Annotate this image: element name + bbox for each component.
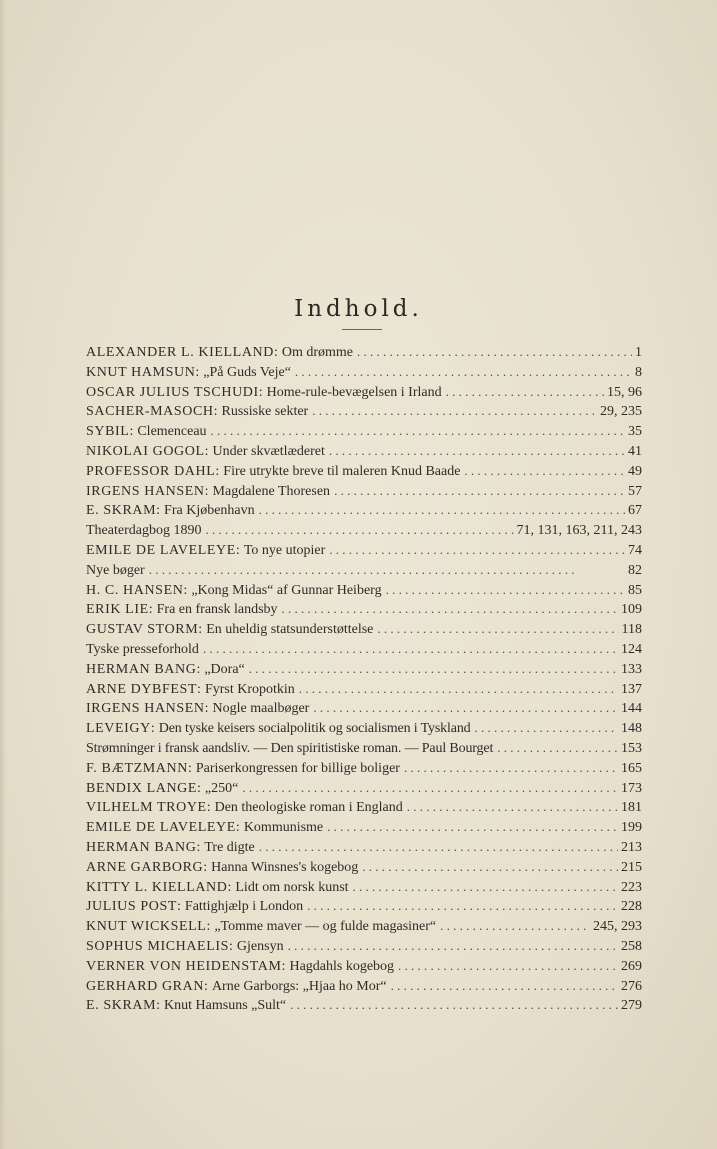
- toc-entry: [86, 817, 642, 837]
- entry-author: GERHARD GRAN: [86, 978, 205, 994]
- entry-author: VERNER VON HEIDENSTAM: [86, 958, 282, 974]
- entry-author: VILHELM TROYE: [86, 800, 207, 816]
- author-separator: :: [187, 760, 192, 776]
- toc-entry: [86, 837, 642, 857]
- dot-leader: [295, 362, 632, 382]
- entry-title: To nye utopier: [243, 542, 326, 558]
- entry-pages: 109: [621, 602, 642, 618]
- entry-author: KNUT HAMSUN: [86, 364, 196, 380]
- author-separator: :: [183, 582, 188, 598]
- entry-author: E. SKRAM: [86, 998, 157, 1014]
- author-separator: :: [206, 800, 211, 816]
- entry-author: SACHER-MASOCH: [86, 404, 214, 420]
- toc-entry: [86, 500, 642, 520]
- entry-author: F. BÆTZMANN: [86, 760, 188, 776]
- entry-title: Fra en fransk landsby: [156, 602, 278, 618]
- author-separator: :: [150, 721, 155, 737]
- entry-pages: 144: [621, 701, 642, 717]
- entry-title: Tyske presseforhold: [86, 641, 199, 657]
- author-separator: :: [229, 938, 233, 954]
- entry-author: NIKOLAI GOGOL: [86, 443, 205, 459]
- entry-title: Lidt om norsk kunst: [235, 879, 349, 895]
- toc-entry: [86, 778, 642, 798]
- dot-leader: [282, 599, 618, 619]
- entry-title: „Tomme maver — og fulde magasiner“: [214, 919, 437, 935]
- author-separator: :: [203, 859, 208, 875]
- entry-author: PROFESSOR DAHL: [86, 463, 216, 479]
- entry-author: HERMAN BANG: [86, 661, 197, 677]
- toc-entry: [86, 639, 642, 659]
- entry-author: GUSTAV STORM: [86, 622, 199, 638]
- dot-leader: [440, 916, 590, 936]
- dot-leader: [290, 995, 618, 1015]
- entry-author: JULIUS POST: [86, 899, 178, 915]
- dot-leader: [386, 580, 625, 600]
- toc-entry: [86, 619, 642, 639]
- entry-title: „På Guds Veje“: [203, 364, 291, 380]
- author-separator: :: [206, 919, 211, 935]
- dot-leader: [203, 639, 618, 659]
- entry-author: HERMAN BANG: [86, 839, 197, 855]
- dot-leader: [404, 758, 618, 778]
- entry-pages: 8: [635, 364, 642, 380]
- entry-pages: 71, 131, 163, 211, 243: [516, 523, 642, 539]
- entry-pages: 215: [621, 859, 642, 875]
- toc-entry: [86, 441, 642, 461]
- entry-pages: 67: [628, 503, 642, 519]
- dot-leader: [446, 382, 604, 402]
- author-separator: :: [281, 958, 286, 974]
- toc-entry: [86, 916, 642, 936]
- author-separator: :: [235, 542, 240, 558]
- entry-title: Kommunisme: [243, 820, 324, 836]
- entry-pages: 148: [621, 721, 642, 737]
- entry-author: KITTY L. KIELLAND: [86, 879, 228, 895]
- title-rule: [342, 329, 382, 330]
- toc-entry: [86, 857, 642, 877]
- dot-leader: [312, 401, 597, 421]
- toc-entry: [86, 580, 642, 600]
- entry-title: Om drømme: [281, 345, 354, 360]
- author-separator: :: [204, 978, 208, 994]
- toc-entry: [86, 540, 642, 560]
- entry-pages: 228: [621, 899, 642, 915]
- dot-leader: [205, 520, 513, 540]
- entry-title: „Dora“: [204, 661, 245, 677]
- author-separator: :: [258, 384, 263, 400]
- toc-entry: [86, 599, 642, 619]
- entry-title: Home-rule-bevægelsen i Irland: [266, 384, 442, 400]
- entry-title: Under skvætlæderet: [212, 443, 325, 459]
- entry-pages: 199: [621, 820, 642, 836]
- entry-author: IRGENS HANSEN: [86, 483, 205, 499]
- author-separator: :: [156, 998, 161, 1014]
- entry-title: Hagdahls kogebog: [289, 958, 395, 974]
- entry-author: ERIK LIE: [86, 602, 149, 618]
- dot-leader: [249, 659, 618, 679]
- entry-title: Den theologiske roman i England: [214, 800, 403, 816]
- toc-entry: [86, 679, 642, 699]
- dot-leader: [299, 679, 618, 699]
- toc-entry: [86, 481, 642, 501]
- dot-leader: [398, 956, 618, 976]
- entry-author: OSCAR JULIUS TSCHUDI: [86, 384, 259, 400]
- toc-entry: [86, 718, 642, 738]
- entry-pages: 223: [621, 879, 642, 895]
- author-separator: :: [227, 879, 232, 895]
- dot-leader: [242, 778, 618, 798]
- entry-pages: 279: [621, 998, 642, 1014]
- entry-pages: 35: [628, 424, 642, 440]
- entry-title: Fyrst Kropotkin: [204, 681, 295, 697]
- entry-author: IRGENS HANSEN: [86, 701, 205, 717]
- toc-entry: [86, 382, 642, 402]
- author-separator: :: [215, 463, 220, 479]
- entry-title: Fattighjælp i London: [184, 899, 304, 915]
- dot-leader: [211, 421, 625, 441]
- entry-title: En uheldig statsunderstøttelse: [206, 622, 374, 638]
- entry-pages: 269: [621, 958, 642, 974]
- entry-pages: 258: [621, 938, 642, 954]
- dot-leader: [357, 342, 632, 362]
- toc-entry: [86, 461, 642, 481]
- entry-pages: 165: [621, 760, 642, 776]
- entry-title: Strømninger i fransk aandsliv. — Den spiritistiske roman. — Paul Bourget: [86, 740, 494, 756]
- entry-author: BENDIX LANGE: [86, 780, 198, 796]
- toc-entry: [86, 659, 642, 679]
- author-separator: :: [148, 602, 153, 618]
- entry-author: ALEXANDER L. KIELLAND: [86, 345, 274, 360]
- dot-leader: [475, 718, 618, 738]
- toc-entry: [86, 362, 642, 382]
- entry-title: Clemenceau: [137, 424, 207, 440]
- entry-title: „250“: [204, 780, 239, 796]
- entry-author: SOPHUS MICHAELIS: [86, 938, 230, 954]
- entry-author: LEVEIGY: [86, 721, 151, 737]
- dot-leader: [288, 936, 618, 956]
- dot-leader: [407, 797, 618, 817]
- entry-pages: 124: [621, 641, 642, 657]
- dot-leader: [149, 560, 625, 580]
- toc-entry: [86, 956, 642, 976]
- author-separator: :: [195, 364, 200, 380]
- dot-leader: [377, 619, 618, 639]
- entry-author: EMILE DE LAVELEYE: [86, 542, 236, 558]
- toc-entry: [86, 877, 642, 897]
- dot-leader: [391, 976, 618, 996]
- author-separator: :: [196, 661, 201, 677]
- entry-author: EMILE DE LAVELEYE: [86, 820, 236, 836]
- entry-pages: 133: [621, 661, 642, 677]
- toc-entry: [86, 758, 642, 778]
- entry-title: Gjensyn: [236, 938, 284, 954]
- dot-leader: [329, 441, 625, 461]
- entry-author: ARNE GARBORG: [86, 859, 204, 875]
- entry-pages: 137: [621, 681, 642, 697]
- entry-title: Magdalene Thoresen: [212, 483, 331, 499]
- author-separator: :: [177, 899, 181, 915]
- entry-title: Nye bøger: [86, 562, 145, 578]
- author-separator: :: [129, 424, 134, 440]
- author-separator: :: [213, 404, 218, 420]
- entry-pages: 213: [621, 839, 642, 855]
- toc-entry: [86, 896, 642, 916]
- dot-leader: [464, 461, 625, 481]
- entry-author: H. C. HANSEN: [86, 582, 184, 598]
- toc-entry: [86, 797, 642, 817]
- entry-author: E. SKRAM: [86, 503, 157, 519]
- entry-pages: 1: [635, 345, 642, 360]
- dot-leader: [327, 817, 618, 837]
- author-separator: :: [156, 503, 161, 519]
- entry-pages: 74: [628, 542, 642, 558]
- entry-author: KNUT WICKSELL: [86, 919, 207, 935]
- entry-pages: 245, 293: [593, 919, 642, 935]
- toc-entry: [86, 738, 642, 758]
- entry-pages: 118: [621, 622, 642, 638]
- entry-pages: 49: [628, 463, 642, 479]
- entry-author: SYBIL: [86, 424, 130, 440]
- page-title: Indhold.: [294, 296, 423, 322]
- entry-title: Fire utrykte breve til maleren Knud Baade: [223, 463, 461, 479]
- entry-pages: 41: [628, 443, 642, 459]
- toc-entry: [86, 995, 642, 1015]
- entry-title: Fra Kjøbenhavn: [164, 503, 255, 519]
- author-separator: :: [235, 820, 240, 836]
- entry-pages: 29, 235: [600, 404, 642, 420]
- entry-title: Nogle maalbøger: [212, 701, 310, 717]
- dot-leader: [329, 540, 625, 560]
- toc-entry: [86, 520, 642, 540]
- toc-entry: [86, 936, 642, 956]
- author-separator: :: [204, 701, 209, 717]
- author-separator: :: [196, 839, 201, 855]
- dot-leader: [307, 896, 618, 916]
- dot-leader: [259, 837, 618, 857]
- author-separator: :: [273, 345, 278, 360]
- toc-entry: [86, 342, 642, 362]
- entry-pages: 15, 96: [607, 384, 642, 400]
- entry-pages: 276: [621, 978, 642, 994]
- toc-entry: [86, 560, 642, 580]
- dot-leader: [353, 877, 618, 897]
- dot-leader: [313, 698, 618, 718]
- dot-leader: [497, 738, 618, 758]
- entry-title: Den tyske keisers socialpolitik og socialismen i Tyskland: [158, 721, 471, 737]
- page-edge-shadow: [0, 0, 6, 1149]
- dot-leader: [259, 500, 625, 520]
- entry-title: Pariserkongressen for billige boliger: [195, 760, 400, 776]
- author-separator: :: [198, 622, 203, 638]
- entry-title: Russiske sekter: [221, 404, 309, 420]
- entry-pages: 82: [628, 562, 642, 578]
- author-separator: :: [197, 681, 201, 697]
- entry-title: Knut Hamsuns „Sult“: [164, 998, 287, 1014]
- author-separator: :: [204, 483, 209, 499]
- toc-entry: [86, 421, 642, 441]
- entry-pages: 57: [628, 483, 642, 499]
- author-separator: :: [197, 780, 201, 796]
- toc-entry: [86, 698, 642, 718]
- entry-title: Hanna Winsnes's kogebog: [211, 859, 359, 875]
- entry-title: Arne Garborgs: „Hjaa ho Mor“: [211, 978, 387, 994]
- entry-title: „Kong Midas“ af Gunnar Heiberg: [191, 582, 382, 598]
- entry-author: ARNE DYBFEST: [86, 681, 198, 697]
- entry-pages: 173: [621, 780, 642, 796]
- entry-title: Tre digte: [204, 839, 255, 855]
- entry-pages: 153: [621, 740, 642, 756]
- entry-title: Theaterdagbog 1890: [86, 523, 202, 539]
- entry-pages: 181: [621, 800, 642, 816]
- toc-entry: [86, 401, 642, 421]
- dot-leader: [362, 857, 618, 877]
- table-of-contents: [86, 342, 642, 1015]
- toc-entry: [86, 976, 642, 996]
- entry-pages: 85: [628, 582, 642, 598]
- author-separator: :: [204, 443, 209, 459]
- dot-leader: [334, 481, 625, 501]
